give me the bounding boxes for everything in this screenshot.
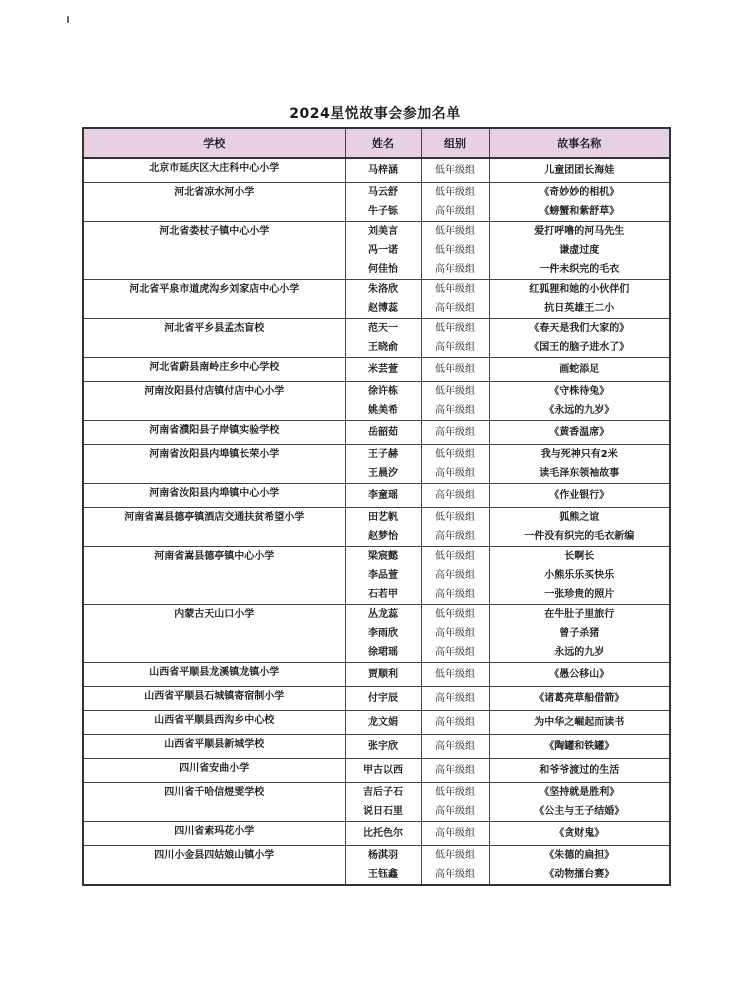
story-title-cell: 抗日英雄王二小: [489, 299, 670, 319]
column-header-group: 组别: [421, 128, 489, 158]
story-title-cell: 一件未织完的毛衣: [489, 260, 670, 280]
table-body: [83, 158, 670, 885]
school-cell: 山西省平顺县新城学校: [83, 735, 345, 759]
table-row: [83, 711, 670, 735]
student-name-cell: 刘美言: [345, 222, 421, 242]
table-row: [83, 280, 670, 300]
student-name-cell: 何佳怡: [345, 260, 421, 280]
student-name-cell: 石若甲: [345, 585, 421, 605]
story-title-cell: 《奇妙妙的相机》: [489, 183, 670, 203]
table-row: [83, 358, 670, 382]
grade-group-cell: 低年级组: [421, 605, 489, 625]
grade-group-cell: 高年级组: [421, 464, 489, 484]
grade-group-cell: 低年级组: [421, 547, 489, 567]
school-cell: 四川省千哈信煜雯学校: [83, 783, 345, 822]
table-row: [83, 605, 670, 625]
table-row: [83, 735, 670, 759]
grade-group-cell: 低年级组: [421, 783, 489, 803]
school-cell: 山西省平顺县龙溪镇龙镇小学: [83, 663, 345, 687]
story-title-cell: 《守株待兔》: [489, 382, 670, 402]
story-title-cell: 一张珍贵的照片: [489, 585, 670, 605]
school-cell: 四川省安曲小学: [83, 759, 345, 783]
story-title-cell: 《公主与王子结婚》: [489, 802, 670, 822]
student-name-cell: 吉后子石: [345, 783, 421, 803]
story-title-cell: 狐熊之谊: [489, 508, 670, 528]
story-title-cell: 《螃蟹和紫舒草》: [489, 202, 670, 222]
story-title-cell: 《永远的九岁》: [489, 401, 670, 421]
table-row: [83, 508, 670, 528]
column-header-story: 故事名称: [489, 128, 670, 158]
grade-group-cell: 低年级组: [421, 280, 489, 300]
table-row: [83, 484, 670, 508]
scan-mark: [67, 16, 69, 23]
student-name-cell: 冯一诺: [345, 241, 421, 260]
story-title-cell: 读毛泽东领袖故事: [489, 464, 670, 484]
school-cell: 山西省平顺县西沟乡中心校: [83, 711, 345, 735]
table-row: [83, 846, 670, 866]
story-title-cell: 《陶罐和铁罐》: [489, 735, 670, 759]
story-title-cell: 小熊乐乐买快乐: [489, 566, 670, 585]
grade-group-cell: 低年级组: [421, 241, 489, 260]
student-name-cell: 比托色尔: [345, 822, 421, 846]
table-header-row: [83, 128, 670, 158]
story-title-cell: 画蛇添足: [489, 358, 670, 382]
grade-group-cell: 高年级组: [421, 585, 489, 605]
story-title-cell: 儿童团团长海娃: [489, 158, 670, 183]
table-row: [83, 783, 670, 803]
story-title-cell: 《贪财鬼》: [489, 822, 670, 846]
story-title-cell: 《愚公移山》: [489, 663, 670, 687]
grade-group-cell: 高年级组: [421, 822, 489, 846]
grade-group-cell: 高年级组: [421, 735, 489, 759]
student-name-cell: 李童瑶: [345, 484, 421, 508]
grade-group-cell: 高年级组: [421, 527, 489, 547]
grade-group-cell: 低年级组: [421, 846, 489, 866]
student-name-cell: 赵博蕊: [345, 299, 421, 319]
table-row: [83, 183, 670, 203]
school-cell: 内蒙古天山口小学: [83, 605, 345, 663]
student-name-cell: 徐许栋: [345, 382, 421, 402]
grade-group-cell: 高年级组: [421, 802, 489, 822]
story-title-cell: 永远的九岁: [489, 643, 670, 663]
school-cell: 河南省汝阳县内埠镇中心小学: [83, 484, 345, 508]
story-title-cell: 《朱德的扁担》: [489, 846, 670, 866]
student-name-cell: 贾顺利: [345, 663, 421, 687]
student-name-cell: 丛龙蕊: [345, 605, 421, 625]
story-title-cell: 《作业银行》: [489, 484, 670, 508]
school-cell: 河北省娄杖子镇中心小学: [83, 222, 345, 280]
table-row: [83, 421, 670, 445]
student-name-cell: 赵梦怡: [345, 527, 421, 547]
table-row: [83, 687, 670, 711]
story-title-cell: 谦虚过度: [489, 241, 670, 260]
student-name-cell: 王晓俞: [345, 338, 421, 358]
student-name-cell: 马云舒: [345, 183, 421, 203]
grade-group-cell: 高年级组: [421, 865, 489, 885]
school-cell: 河南省濮阳县子岸镇实验学校: [83, 421, 345, 445]
story-title-cell: 《诸葛亮草船借箭》: [489, 687, 670, 711]
student-name-cell: 甲古以西: [345, 759, 421, 783]
grade-group-cell: 高年级组: [421, 759, 489, 783]
student-name-cell: 王晨汐: [345, 464, 421, 484]
school-cell: 河南省嵩县德亭镇中心小学: [83, 547, 345, 605]
school-cell: 山西省平顺县石城镇寄宿制小学: [83, 687, 345, 711]
grade-group-cell: 高年级组: [421, 299, 489, 319]
grade-group-cell: 高年级组: [421, 202, 489, 222]
story-title-cell: 和爷爷渡过的生活: [489, 759, 670, 783]
student-name-cell: 李雨欣: [345, 624, 421, 643]
grade-group-cell: 低年级组: [421, 222, 489, 242]
grade-group-cell: 低年级组: [421, 508, 489, 528]
table-row: [83, 445, 670, 465]
student-name-cell: 付宇辰: [345, 687, 421, 711]
student-name-cell: 杨淇羽: [345, 846, 421, 866]
grade-group-cell: 高年级组: [421, 624, 489, 643]
story-title-cell: 《动物擂台赛》: [489, 865, 670, 885]
story-title-cell: 在牛肚子里旅行: [489, 605, 670, 625]
table-row: [83, 382, 670, 402]
student-name-cell: 姚美希: [345, 401, 421, 421]
school-cell: 河南省嵩县德亭镇酒店交通扶贫希望小学: [83, 508, 345, 547]
grade-group-cell: 高年级组: [421, 711, 489, 735]
story-title-cell: 我与死神只有2米: [489, 445, 670, 465]
student-name-cell: 牛子铄: [345, 202, 421, 222]
story-title-cell: 《春天是我们大家的》: [489, 319, 670, 339]
story-title-cell: 曾子杀猪: [489, 624, 670, 643]
table-row: [83, 759, 670, 783]
grade-group-cell: 低年级组: [421, 663, 489, 687]
grade-group-cell: 高年级组: [421, 421, 489, 445]
grade-group-cell: 低年级组: [421, 319, 489, 339]
grade-group-cell: 低年级组: [421, 183, 489, 203]
story-title-cell: 为中华之崛起而读书: [489, 711, 670, 735]
grade-group-cell: 低年级组: [421, 158, 489, 183]
story-title-cell: 爱打呼噜的河马先生: [489, 222, 670, 242]
column-header-school: 学校: [83, 128, 345, 158]
story-title-cell: 《黄香温席》: [489, 421, 670, 445]
student-name-cell: 徐珺瑶: [345, 643, 421, 663]
student-name-cell: 张宇欣: [345, 735, 421, 759]
table-row: [83, 158, 670, 183]
school-cell: 河北省平乡县孟杰盲校: [83, 319, 345, 358]
participant-table: [82, 127, 671, 886]
student-name-cell: 范天一: [345, 319, 421, 339]
student-name-cell: 王子赫: [345, 445, 421, 465]
school-cell: 北京市延庆区大庄科中心小学: [83, 158, 345, 183]
table-row: [83, 822, 670, 846]
school-cell: 河北省凉水河小学: [83, 183, 345, 222]
school-cell: 河北省蔚县南岭庄乡中心学校: [83, 358, 345, 382]
page-title: 2024星悦故事会参加名单: [289, 106, 461, 122]
student-name-cell: 马梓涵: [345, 158, 421, 183]
student-name-cell: 梁宸懿: [345, 547, 421, 567]
student-name-cell: 朱洛欣: [345, 280, 421, 300]
grade-group-cell: 低年级组: [421, 382, 489, 402]
student-name-cell: 说日石里: [345, 802, 421, 822]
story-title-cell: 《坚持就是胜利》: [489, 783, 670, 803]
story-title-cell: 一件没有织完的毛衣新编: [489, 527, 670, 547]
school-cell: 河北省平泉市道虎沟乡刘家店中心小学: [83, 280, 345, 319]
student-name-cell: 王钰鑫: [345, 865, 421, 885]
story-title-cell: 红狐狸和她的小伙伴们: [489, 280, 670, 300]
table-row: [83, 319, 670, 339]
school-cell: 河南汝阳县付店镇付店中心小学: [83, 382, 345, 421]
table-row: [83, 663, 670, 687]
student-name-cell: 米芸萱: [345, 358, 421, 382]
school-cell: 四川小金县四姑娘山镇小学: [83, 846, 345, 886]
grade-group-cell: 高年级组: [421, 643, 489, 663]
table-row: [83, 222, 670, 242]
school-cell: 四川省索玛花小学: [83, 822, 345, 846]
grade-group-cell: 高年级组: [421, 687, 489, 711]
story-title-cell: 长啊长: [489, 547, 670, 567]
grade-group-cell: 高年级组: [421, 566, 489, 585]
grade-group-cell: 高年级组: [421, 484, 489, 508]
grade-group-cell: 低年级组: [421, 358, 489, 382]
student-name-cell: 龙文娟: [345, 711, 421, 735]
grade-group-cell: 高年级组: [421, 260, 489, 280]
grade-group-cell: 高年级组: [421, 338, 489, 358]
grade-group-cell: 低年级组: [421, 445, 489, 465]
student-name-cell: 田艺帆: [345, 508, 421, 528]
table-row: [83, 547, 670, 567]
school-cell: 河南省汝阳县内埠镇长荣小学: [83, 445, 345, 484]
column-header-name: 姓名: [345, 128, 421, 158]
grade-group-cell: 高年级组: [421, 401, 489, 421]
student-name-cell: 李品萱: [345, 566, 421, 585]
student-name-cell: 岳韶茹: [345, 421, 421, 445]
story-title-cell: 《国王的脑子进水了》: [489, 338, 670, 358]
